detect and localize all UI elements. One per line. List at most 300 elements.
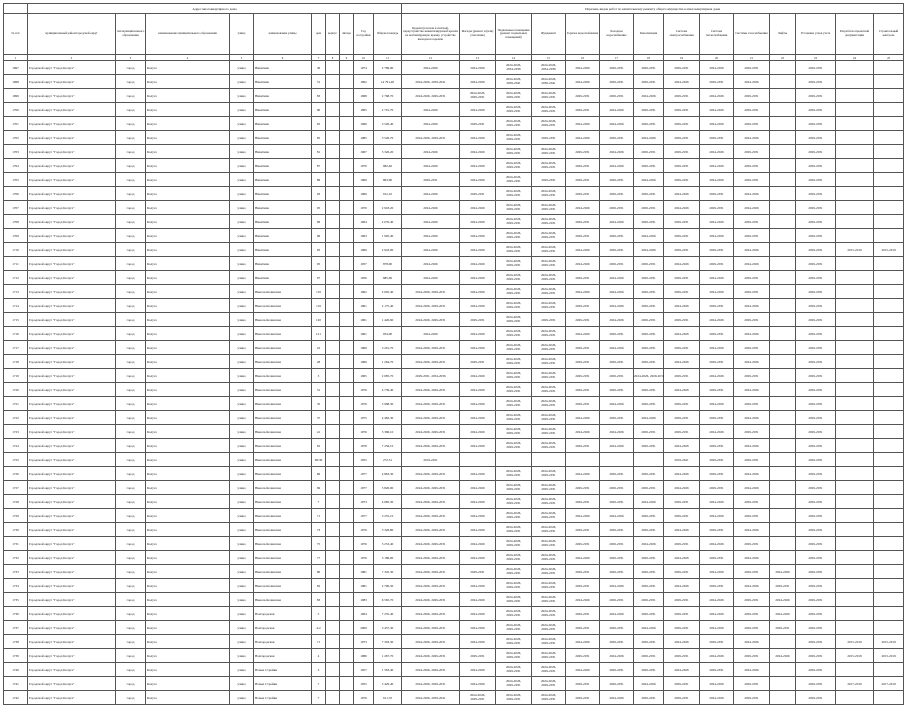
cell-st: улица bbox=[230, 635, 254, 649]
cell-roof: 2024-2026, 2029-2031 bbox=[402, 313, 460, 327]
group-works: Перечень видов работ по капитальному ремонту общего имущества в многоквартирном доме bbox=[402, 4, 904, 14]
cell-name: Калуга bbox=[146, 537, 230, 551]
cell-area: 3 526,70 bbox=[374, 131, 402, 145]
cell-meter: 2029-2031 bbox=[796, 313, 836, 327]
cell-proj bbox=[836, 621, 874, 635]
cell-name: Калуга bbox=[146, 369, 230, 383]
cell-base: 2024-2026, 2029-2031 bbox=[496, 327, 532, 341]
cell-el: 2029-2031 bbox=[664, 145, 700, 159]
column-number: 18 bbox=[634, 55, 664, 61]
cell-meter: 2029-2031 bbox=[796, 425, 836, 439]
cell-facade: 2029-2031 bbox=[460, 565, 496, 579]
cell-street: Никола-Козинская bbox=[254, 285, 312, 299]
cell-sewer: 2029-2031 bbox=[634, 663, 664, 677]
table-row bbox=[4, 537, 904, 551]
cell-heat: 2029-2031 bbox=[700, 327, 734, 341]
cell-found: 2024-2026, 2029-2031 bbox=[532, 145, 566, 159]
cell-lift bbox=[770, 551, 796, 565]
cell-roof: 2029-2031, 2034-2036 bbox=[402, 369, 460, 383]
cell-n: 1731 bbox=[4, 537, 28, 551]
cell-sewer: 2029-2031 bbox=[634, 481, 664, 495]
cell-corp bbox=[326, 509, 340, 523]
cell-lit bbox=[340, 397, 354, 411]
cell-proj bbox=[836, 75, 874, 89]
cell-house: 89 bbox=[312, 173, 326, 187]
cell-house: 83 bbox=[312, 89, 326, 103]
cell-cold: 2029-2031 bbox=[600, 201, 634, 215]
cell-roof: 2024-2026 bbox=[402, 243, 460, 257]
cell-el: 2024-2026 bbox=[664, 551, 700, 565]
cell-cold: 2029-2031 bbox=[600, 635, 634, 649]
table-row bbox=[4, 593, 904, 607]
column-number: 7 bbox=[312, 55, 326, 61]
cell-hot: 2024-2026 bbox=[566, 131, 600, 145]
cell-corp bbox=[326, 173, 340, 187]
cell-gas: 2024-2026 bbox=[734, 299, 770, 313]
cell-year: 1976 bbox=[354, 691, 374, 705]
cell-name: Калуга bbox=[146, 257, 230, 271]
cell-el: 2029-2031 bbox=[664, 495, 700, 509]
cell-el: 2029-2031 bbox=[664, 173, 700, 187]
column-header: тип муниципального образования bbox=[116, 14, 146, 55]
table-row bbox=[4, 397, 904, 411]
cell-cold: 2029-2031 bbox=[600, 355, 634, 369]
cell-el: 2029-2031 bbox=[664, 61, 700, 75]
cell-mun: Городской округ "Город Калуга" bbox=[28, 537, 116, 551]
cell-gas: 2024-2026 bbox=[734, 383, 770, 397]
cell-roof: 2024-2026 bbox=[402, 201, 460, 215]
cell-base: 2024-2026, 2029-2031 bbox=[496, 271, 532, 285]
cell-year: 1956 bbox=[354, 271, 374, 285]
cell-base: 2024-2026, 2029-2031 bbox=[496, 117, 532, 131]
cell-sewer: 2029-2031 bbox=[634, 61, 664, 75]
cell-n: 1705 bbox=[4, 173, 28, 187]
cell-lift bbox=[770, 145, 796, 159]
cell-hot: 2024-2026 bbox=[566, 467, 600, 481]
cell-mun: Городской округ "Город Калуга" bbox=[28, 103, 116, 117]
cell-mun: Городской округ "Город Калуга" bbox=[28, 593, 116, 607]
cell-hot: 2029-2031 bbox=[566, 397, 600, 411]
cell-gas: 2029-2031 bbox=[734, 117, 770, 131]
cell-proj bbox=[836, 313, 874, 327]
cell-ctrl bbox=[874, 411, 904, 425]
cell-mun: Городской округ "Город Калуга" bbox=[28, 89, 116, 103]
cell-lit bbox=[340, 341, 354, 355]
cell-facade: 2024-2026 bbox=[460, 201, 496, 215]
cell-lift bbox=[770, 663, 796, 677]
cell-lift bbox=[770, 327, 796, 341]
cell-proj bbox=[836, 593, 874, 607]
cell-lift: 2029-2031 bbox=[770, 621, 796, 635]
cell-el: 2024-2026 bbox=[664, 439, 700, 453]
cell-roof: 2024-2026 bbox=[402, 117, 460, 131]
table-row bbox=[4, 229, 904, 243]
cell-type: город bbox=[116, 509, 146, 523]
cell-ctrl bbox=[874, 117, 904, 131]
cell-area: 3 255,10 bbox=[374, 509, 402, 523]
cell-name: Калуга bbox=[146, 243, 230, 257]
cell-house: 7 bbox=[312, 691, 326, 705]
cell-lift bbox=[770, 495, 796, 509]
cell-facade: 2024-2026 bbox=[460, 425, 496, 439]
cell-corp bbox=[326, 635, 340, 649]
cell-st: улица bbox=[230, 313, 254, 327]
cell-el: 2029-2031 bbox=[664, 397, 700, 411]
cell-roof: 2024-2026, 2029-2031 bbox=[402, 537, 460, 551]
cell-sewer: 2024-2026, 2029-2031 bbox=[634, 369, 664, 383]
column-number: 24 bbox=[836, 55, 874, 61]
cell-cold: 2029-2031 bbox=[600, 257, 634, 271]
cell-el: 2029-2031 bbox=[664, 621, 700, 635]
cell-gas: 2029-2031 bbox=[734, 103, 770, 117]
cell-hot: 2024-2026 bbox=[566, 509, 600, 523]
cell-mun: Городской округ "Город Калуга" bbox=[28, 355, 116, 369]
cell-meter: 2029-2031 bbox=[796, 61, 836, 75]
cell-house: 69/30 bbox=[312, 453, 326, 467]
cell-ctrl bbox=[874, 565, 904, 579]
cell-gas: 2024-2026 bbox=[734, 411, 770, 425]
cell-cold: 2024-2026 bbox=[600, 159, 634, 173]
cell-st: улица bbox=[230, 75, 254, 89]
cell-sewer: 2024-2026 bbox=[634, 243, 664, 257]
cell-corp bbox=[326, 313, 340, 327]
cell-house: 95 bbox=[312, 257, 326, 271]
cell-street: Новгородская bbox=[254, 649, 312, 663]
cell-base: 2024-2026, 2029-2031 bbox=[496, 173, 532, 187]
cell-meter: 2029-2031 bbox=[796, 285, 836, 299]
cell-area: 7 235,40 bbox=[374, 607, 402, 621]
cell-el: 2029-2031 bbox=[664, 285, 700, 299]
cell-facade bbox=[460, 453, 496, 467]
cell-type: город bbox=[116, 495, 146, 509]
table-row bbox=[4, 299, 904, 313]
cell-name: Калуга bbox=[146, 75, 230, 89]
cell-area: 2 175,40 bbox=[374, 299, 402, 313]
cell-n: 1728 bbox=[4, 495, 28, 509]
cell-lit bbox=[340, 215, 354, 229]
cell-street: Новые Стройки bbox=[254, 691, 312, 705]
table-row bbox=[4, 677, 904, 691]
cell-year: 1961 bbox=[354, 299, 374, 313]
cell-lift bbox=[770, 173, 796, 187]
cell-gas: 2029-2031 bbox=[734, 621, 770, 635]
cell-year: 1965 bbox=[354, 369, 374, 383]
column-number: 12 bbox=[402, 55, 460, 61]
cell-found: 2024-2026, 2029-2031 bbox=[532, 649, 566, 663]
cell-name: Калуга bbox=[146, 145, 230, 159]
cell-lit bbox=[340, 201, 354, 215]
cell-meter: 2029-2031 bbox=[796, 243, 836, 257]
cell-ctrl: 2015-2019 bbox=[874, 243, 904, 257]
table-row bbox=[4, 201, 904, 215]
cell-mun: Городской округ "Город Калуга" bbox=[28, 145, 116, 159]
cell-street: Никола-Козинская bbox=[254, 369, 312, 383]
cell-found: 2024-2026, 2029-2031 bbox=[532, 467, 566, 481]
cell-ctrl bbox=[874, 551, 904, 565]
cell-lift bbox=[770, 467, 796, 481]
column-header: Установка узлов учета bbox=[796, 14, 836, 55]
cell-hot: 2024-2026 bbox=[566, 243, 600, 257]
cell-meter: 2029-2031 bbox=[796, 117, 836, 131]
cell-area: 2 786,90 bbox=[374, 61, 402, 75]
cell-sewer: 2029-2031 bbox=[634, 145, 664, 159]
cell-proj bbox=[836, 131, 874, 145]
cell-heat: 2029-2031 bbox=[700, 201, 734, 215]
cell-st: улица bbox=[230, 229, 254, 243]
table-row bbox=[4, 467, 904, 481]
cell-meter: 2029-2031 bbox=[796, 355, 836, 369]
cell-heat: 2029-2031 bbox=[700, 523, 734, 537]
cell-year: 1976 bbox=[354, 383, 374, 397]
cell-area: 4 739,40 bbox=[374, 383, 402, 397]
cell-corp bbox=[326, 621, 340, 635]
cell-found: 2024-2026, 2029-2031 bbox=[532, 89, 566, 103]
cell-lit bbox=[340, 187, 354, 201]
cell-found: 2024-2026, 2029-2031 bbox=[532, 509, 566, 523]
cell-street: Никола-Козинская bbox=[254, 299, 312, 313]
cell-hot: 2024-2026 bbox=[566, 117, 600, 131]
cell-street: Никитина bbox=[254, 173, 312, 187]
cell-lift bbox=[770, 103, 796, 117]
cell-n: 1707 bbox=[4, 201, 28, 215]
cell-heat: 2024-2026 bbox=[700, 215, 734, 229]
cell-meter: 2029-2031 bbox=[796, 565, 836, 579]
cell-found: 2024-2026, 2029-2031 bbox=[532, 439, 566, 453]
cell-year: 1962 bbox=[354, 285, 374, 299]
cell-st: улица bbox=[230, 341, 254, 355]
cell-roof: 2024-2026, 2029-2031 bbox=[402, 565, 460, 579]
cell-found: 2024-2026, 2029-2031 bbox=[532, 187, 566, 201]
cell-cold: 2029-2031 bbox=[600, 495, 634, 509]
cell-el: 2024-2026 bbox=[664, 75, 700, 89]
cell-base: 2024-2026, 2029-2031 bbox=[496, 243, 532, 257]
cell-meter: 2029-2031 bbox=[796, 691, 836, 705]
cell-lit bbox=[340, 229, 354, 243]
cell-gas: 2024-2026 bbox=[734, 131, 770, 145]
cell-hot: 2024-2026 bbox=[566, 327, 600, 341]
cell-year: 1981 bbox=[354, 565, 374, 579]
cell-year: 1961 bbox=[354, 327, 374, 341]
cell-proj: 2015-2019 bbox=[836, 635, 874, 649]
table-row bbox=[4, 145, 904, 159]
cell-found: 2024-2026, 2029-2031 bbox=[532, 481, 566, 495]
cell-sewer: 2029-2031 bbox=[634, 509, 664, 523]
cell-roof: 2024-2026, 2029-2031 bbox=[402, 523, 460, 537]
cell-type: город bbox=[116, 257, 146, 271]
cell-mun: Городской округ "Город Калуга" bbox=[28, 621, 116, 635]
cell-ctrl: 2015-2019 bbox=[874, 635, 904, 649]
cell-year: 1964 bbox=[354, 607, 374, 621]
cell-roof: 2024-2026, 2029-2031 bbox=[402, 299, 460, 313]
cell-roof: 2024-2026, 2029-2031 bbox=[402, 677, 460, 691]
cell-house: 7 bbox=[312, 677, 326, 691]
column-header: литера bbox=[340, 14, 354, 55]
cell-lift bbox=[770, 201, 796, 215]
cell-street: Никитина bbox=[254, 229, 312, 243]
cell-ctrl bbox=[874, 439, 904, 453]
cell-n: 1735 bbox=[4, 593, 28, 607]
cell-mun: Городской округ "Город Калуга" bbox=[28, 551, 116, 565]
cell-lit bbox=[340, 439, 354, 453]
cell-ctrl bbox=[874, 369, 904, 383]
cell-lit bbox=[340, 103, 354, 117]
cell-type: город bbox=[116, 159, 146, 173]
header-spacer bbox=[4, 4, 28, 14]
cell-hot: 2029-2031 bbox=[566, 607, 600, 621]
cell-cold: 2029-2031 bbox=[600, 551, 634, 565]
cell-heat: 2024-2026 bbox=[700, 173, 734, 187]
cell-mun: Городской округ "Город Калуга" bbox=[28, 467, 116, 481]
cell-mun: Городской округ "Город Калуга" bbox=[28, 509, 116, 523]
cell-area: 2 768,70 bbox=[374, 89, 402, 103]
cell-type: город bbox=[116, 369, 146, 383]
cell-street: Новгородская bbox=[254, 607, 312, 621]
cell-lit bbox=[340, 117, 354, 131]
cell-n: 1730 bbox=[4, 523, 28, 537]
cell-base: 2024-2026, 2029-2031 bbox=[496, 187, 532, 201]
cell-ctrl bbox=[874, 131, 904, 145]
cell-name: Калуга bbox=[146, 397, 230, 411]
cell-el: 2024-2026 bbox=[664, 481, 700, 495]
cell-house: 99 bbox=[312, 229, 326, 243]
column-header: дом bbox=[312, 14, 326, 55]
cell-house: 31 bbox=[312, 75, 326, 89]
column-header: № п/п bbox=[4, 14, 28, 55]
cell-base: 2024-2026, 2029-2031 bbox=[496, 103, 532, 117]
cell-lit bbox=[340, 649, 354, 663]
cell-st: улица bbox=[230, 481, 254, 495]
cell-sewer: 2024-2026 bbox=[634, 131, 664, 145]
cell-el: 2029-2031 bbox=[664, 607, 700, 621]
cell-sewer: 2029-2031 bbox=[634, 215, 664, 229]
cell-lift bbox=[770, 369, 796, 383]
cell-sewer bbox=[634, 453, 664, 467]
cell-gas: 2024-2026 bbox=[734, 355, 770, 369]
cell-ctrl bbox=[874, 341, 904, 355]
cell-proj bbox=[836, 145, 874, 159]
cell-n: 1736 bbox=[4, 607, 28, 621]
cell-gas: 2024-2026 bbox=[734, 243, 770, 257]
cell-mun: Городской округ "Город Калуга" bbox=[28, 397, 116, 411]
cell-area: 7 345,30 bbox=[374, 565, 402, 579]
cell-sewer: 2029-2031 bbox=[634, 299, 664, 313]
cell-n: 1699 bbox=[4, 89, 28, 103]
cell-year: 1970 bbox=[354, 159, 374, 173]
cell-street: Никола-Козинская bbox=[254, 341, 312, 355]
cell-name: Калуга bbox=[146, 425, 230, 439]
cell-area: 1 563,40 bbox=[374, 663, 402, 677]
cell-st: улица bbox=[230, 187, 254, 201]
cell-meter: 2029-2031 bbox=[796, 103, 836, 117]
cell-mun: Городской округ "Город Калуга" bbox=[28, 425, 116, 439]
cell-proj bbox=[836, 551, 874, 565]
cell-meter: 2029-2031 bbox=[796, 173, 836, 187]
cell-base: 2024-2026, 2029-2031 bbox=[496, 481, 532, 495]
cell-heat: 2029-2031 bbox=[700, 299, 734, 313]
cell-heat: 2024-2026 bbox=[700, 285, 734, 299]
cell-name: Калуга bbox=[146, 509, 230, 523]
cell-gas: 2029-2031 bbox=[734, 495, 770, 509]
cell-heat: 2029-2031 bbox=[700, 579, 734, 593]
cell-meter: 2029-2031 bbox=[796, 383, 836, 397]
cell-year: 1978 bbox=[354, 439, 374, 453]
cell-n: 1711 bbox=[4, 257, 28, 271]
cell-mun: Городской округ "Город Калуга" bbox=[28, 299, 116, 313]
cell-roof: 2024-2026, 2029-2031 bbox=[402, 579, 460, 593]
cell-lift bbox=[770, 439, 796, 453]
cell-heat: 2024-2026 bbox=[700, 495, 734, 509]
cell-hot: 2024-2026 bbox=[566, 411, 600, 425]
cell-name: Калуга bbox=[146, 215, 230, 229]
cell-name: Калуга bbox=[146, 103, 230, 117]
cell-ctrl bbox=[874, 579, 904, 593]
cell-year: 1976 bbox=[354, 425, 374, 439]
cell-corp bbox=[326, 439, 340, 453]
cell-heat: 2024-2026 bbox=[700, 159, 734, 173]
cell-found bbox=[532, 453, 566, 467]
cell-lit bbox=[340, 621, 354, 635]
cell-lift bbox=[770, 257, 796, 271]
cell-house: 28 bbox=[312, 355, 326, 369]
cell-year: 1955 bbox=[354, 453, 374, 467]
cell-area: 878,00 bbox=[374, 257, 402, 271]
cell-meter: 2029-2031 bbox=[796, 299, 836, 313]
cell-base: 2024-2026, 2029-2031 bbox=[496, 691, 532, 705]
cell-facade: 2024-2026 bbox=[460, 243, 496, 257]
cell-name: Калуга bbox=[146, 635, 230, 649]
cell-st: улица bbox=[230, 565, 254, 579]
cell-sewer: 2029-2031 bbox=[634, 579, 664, 593]
cell-type: город bbox=[116, 341, 146, 355]
cell-base bbox=[496, 453, 532, 467]
cell-lit bbox=[340, 145, 354, 159]
cell-proj bbox=[836, 383, 874, 397]
cell-proj bbox=[836, 257, 874, 271]
cell-meter: 2029-2031 bbox=[796, 537, 836, 551]
cell-year: 1963 bbox=[354, 229, 374, 243]
cell-ctrl bbox=[874, 215, 904, 229]
column-header: наименование улицы bbox=[254, 14, 312, 55]
cell-facade: 2024-2026 bbox=[460, 299, 496, 313]
column-number: 2 bbox=[28, 55, 116, 61]
cell-found: 2024-2026, 2029-2031 bbox=[532, 593, 566, 607]
cell-street: Новые Стройки bbox=[254, 663, 312, 677]
cell-year: 1969 bbox=[354, 173, 374, 187]
cell-base: 2024-2026, 2029-2031 bbox=[496, 523, 532, 537]
cell-lit bbox=[340, 257, 354, 271]
cell-roof: 2024-2026, 2029-2031 bbox=[402, 131, 460, 145]
cell-lift bbox=[770, 131, 796, 145]
cell-year: 1977 bbox=[354, 467, 374, 481]
cell-ctrl bbox=[874, 453, 904, 467]
table-row bbox=[4, 383, 904, 397]
cell-hot: 2024-2026 bbox=[566, 285, 600, 299]
cell-heat: 2029-2031 bbox=[700, 131, 734, 145]
cell-gas: 2024-2026 bbox=[734, 551, 770, 565]
cell-type: город bbox=[116, 61, 146, 75]
cell-el: 2029-2031 bbox=[664, 677, 700, 691]
cell-lit bbox=[340, 481, 354, 495]
cell-corp bbox=[326, 411, 340, 425]
cell-found: 2024-2026, 2029-2031 bbox=[532, 397, 566, 411]
cell-meter: 2029-2031 bbox=[796, 75, 836, 89]
cell-corp bbox=[326, 159, 340, 173]
cell-corp bbox=[326, 481, 340, 495]
cell-cold: 2029-2031 bbox=[600, 537, 634, 551]
cell-ctrl bbox=[874, 355, 904, 369]
cell-gas: 2029-2031 bbox=[734, 285, 770, 299]
cell-st: улица bbox=[230, 103, 254, 117]
